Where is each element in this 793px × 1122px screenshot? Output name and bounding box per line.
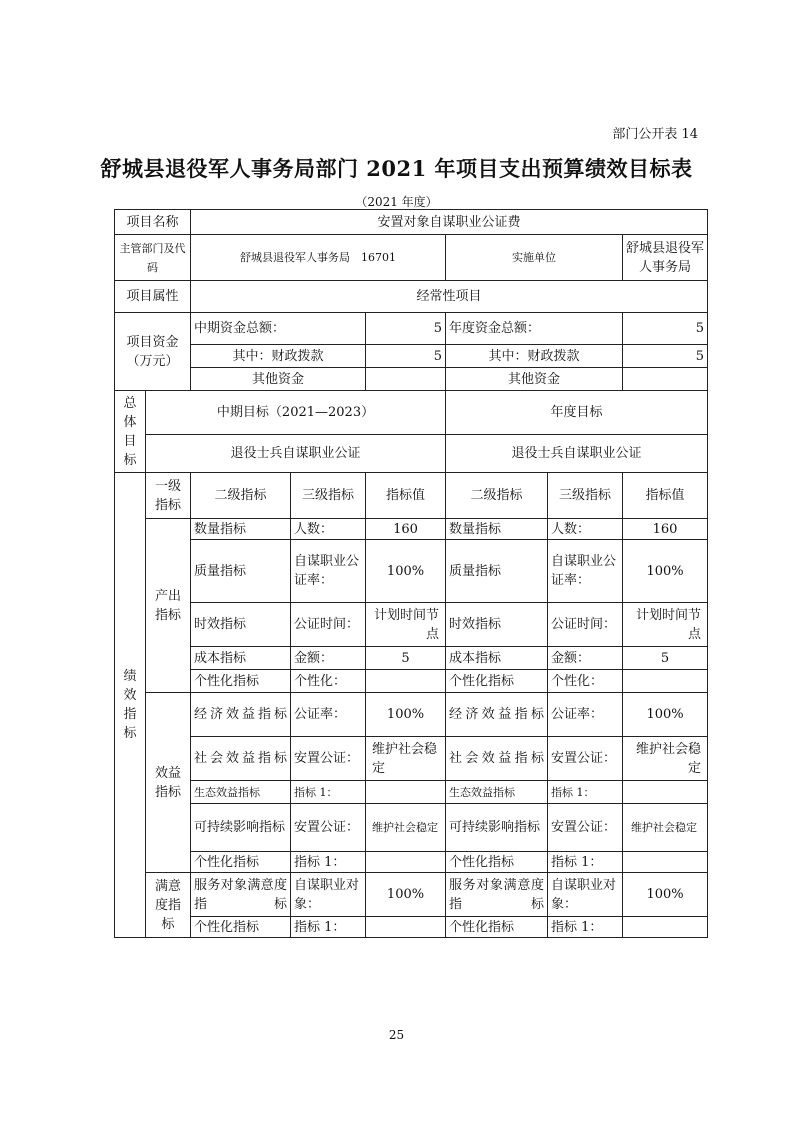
indicator-l2: 个性化指标 <box>446 852 548 873</box>
indicator-value: 100% <box>366 873 446 917</box>
indicator-l3: 指标 1： <box>291 781 366 804</box>
indicator-value <box>623 917 708 938</box>
table-row <box>115 519 708 540</box>
benefit-group-label: 效益指标 <box>146 693 191 873</box>
table-row <box>115 647 708 670</box>
overall-goal-label: 总体目标 <box>115 391 146 473</box>
indicator-value: 100% <box>623 540 708 603</box>
table-row <box>115 873 708 917</box>
indicator-l2: 时效指标 <box>191 603 291 647</box>
indicator-l3: 自谋职业对象： <box>291 873 366 917</box>
annual-total-value: 5 <box>623 313 708 345</box>
indicator-l3: 个性化： <box>291 670 366 693</box>
indicator-l3: 金额： <box>548 647 623 670</box>
indicator-l2: 质量指标 <box>191 540 291 603</box>
indicator-value: 5 <box>623 647 708 670</box>
annual-goal-text: 退役士兵自谋职业公证 <box>446 435 708 473</box>
table-row <box>115 781 708 804</box>
table-row <box>115 281 708 313</box>
indicator-value: 维护社会稳定 <box>366 737 446 781</box>
indicator-l2: 成本指标 <box>446 647 548 670</box>
indicator-value: 100% <box>366 693 446 737</box>
table-row <box>115 235 708 281</box>
indicator-l3: 自谋职业对象： <box>548 873 623 917</box>
indicator-l3: 安置公证： <box>291 804 366 852</box>
indicator-l3: 自谋职业公证率： <box>291 540 366 603</box>
project-attr-value: 经常性项目 <box>191 281 708 313</box>
indicator-value: 160 <box>623 519 708 540</box>
indicator-l3: 自谋职业公证率： <box>548 540 623 603</box>
indicator-value <box>623 852 708 873</box>
indicator-l3: 人数： <box>548 519 623 540</box>
indicator-value <box>623 781 708 804</box>
doc-number: 部门公开表 14 <box>612 127 698 142</box>
indicator-value: 维护社会稳定 <box>623 737 708 781</box>
indicator-l2: 服务对象满意度指标 <box>446 873 548 917</box>
impl-value: 舒城县退役军人事务局 <box>623 235 708 281</box>
page-title: 舒城县退役军人事务局部门 2021 年项目支出预算绩效目标表 <box>100 156 693 181</box>
table-row <box>115 210 708 235</box>
indicator-l2: 生态效益指标 <box>446 781 548 804</box>
page-number: 25 <box>388 1028 405 1042</box>
table-row <box>115 852 708 873</box>
mid-other-label: 其他资金 <box>191 368 366 391</box>
project-name-label: 项目名称 <box>115 210 191 235</box>
indicator-l2: 可持续影响指标 <box>191 804 291 852</box>
table-row <box>115 391 708 435</box>
table-row <box>115 603 708 647</box>
indicator-value: 100% <box>366 540 446 603</box>
indicator-l3: 指标 1： <box>548 781 623 804</box>
indicator-l2: 时效指标 <box>446 603 548 647</box>
indicator-value: 计划时间节点 <box>623 603 708 647</box>
indicator-value <box>366 917 446 938</box>
table-row <box>115 917 708 938</box>
indicator-l2: 生态效益指标 <box>191 781 291 804</box>
indicator-value: 100% <box>623 873 708 917</box>
indicator-l2: 个性化指标 <box>191 670 291 693</box>
indicator-l3: 个性化： <box>548 670 623 693</box>
indicator-l2: 个性化指标 <box>446 670 548 693</box>
level3-header: 三级指标 <box>291 473 366 519</box>
mid-other-value <box>366 368 446 391</box>
project-attr-label: 项目属性 <box>115 281 191 313</box>
annual-other-value <box>623 368 708 391</box>
indicator-l3: 人数： <box>291 519 366 540</box>
indicator-value: 160 <box>366 519 446 540</box>
impl-label: 实施单位 <box>446 235 623 281</box>
mid-fiscal-value: 5 <box>366 345 446 368</box>
level3-header: 三级指标 <box>548 473 623 519</box>
table-row <box>115 345 708 368</box>
output-group-label: 产出指标 <box>146 519 191 693</box>
indicator-value: 5 <box>366 647 446 670</box>
indicator-l2: 经济效益指标 <box>191 693 291 737</box>
indicator-l3: 公证时间： <box>548 603 623 647</box>
performance-table <box>114 209 708 938</box>
indicator-value <box>366 852 446 873</box>
indicator-l3: 安置公证： <box>291 737 366 781</box>
indicator-l2: 成本指标 <box>191 647 291 670</box>
indicator-l2: 可持续影响指标 <box>446 804 548 852</box>
value-header: 指标值 <box>366 473 446 519</box>
funds-label: 项目资金（万元） <box>115 313 191 391</box>
indicator-l3: 公证率： <box>291 693 366 737</box>
mid-goal-header: 中期目标（2021—2023） <box>146 391 446 435</box>
table-row <box>115 804 708 852</box>
annual-total-label: 年度资金总额： <box>446 313 623 345</box>
indicator-l3: 指标 1： <box>548 852 623 873</box>
indicator-l3: 指标 1： <box>291 852 366 873</box>
perf-indicator-label: 绩效指标 <box>115 473 146 938</box>
indicator-value <box>623 670 708 693</box>
table-row <box>115 473 708 519</box>
indicator-l3: 指标 1： <box>291 917 366 938</box>
value-header: 指标值 <box>623 473 708 519</box>
indicator-l3: 指标 1： <box>548 917 623 938</box>
mid-fiscal-label: 其中：财政拨款 <box>191 345 366 368</box>
annual-fiscal-label: 其中：财政拨款 <box>446 345 623 368</box>
dept-value: 舒城县退役军人事务局 16701 <box>191 235 446 281</box>
indicator-l3: 公证时间： <box>291 603 366 647</box>
indicator-l2: 经济效益指标 <box>446 693 548 737</box>
table-row <box>115 670 708 693</box>
indicator-l2: 个性化指标 <box>446 917 548 938</box>
satisfaction-group-label: 满意度指标 <box>146 873 191 938</box>
level2-header: 二级指标 <box>446 473 548 519</box>
annual-other-label: 其他资金 <box>446 368 623 391</box>
table-row <box>115 368 708 391</box>
level2-header: 二级指标 <box>191 473 291 519</box>
indicator-value: 维护社会稳定 <box>366 804 446 852</box>
table-row <box>115 693 708 737</box>
annual-goal-header: 年度目标 <box>446 391 708 435</box>
table-row <box>115 737 708 781</box>
fiscal-year: （2021 年度） <box>355 195 438 209</box>
indicator-l2: 数量指标 <box>446 519 548 540</box>
level1-header: 一级指标 <box>146 473 191 519</box>
indicator-l2: 社会效益指标 <box>446 737 548 781</box>
table-row <box>115 540 708 603</box>
indicator-value <box>366 670 446 693</box>
dept-label: 主管部门及代码 <box>115 235 191 281</box>
indicator-l2: 个性化指标 <box>191 852 291 873</box>
indicator-l2: 个性化指标 <box>191 917 291 938</box>
indicator-l2: 社会效益指标 <box>191 737 291 781</box>
table-row <box>115 435 708 473</box>
indicator-value: 100% <box>623 693 708 737</box>
mid-total-label: 中期资金总额： <box>191 313 366 345</box>
indicator-value: 维护社会稳定 <box>623 804 708 852</box>
indicator-l3: 安置公证： <box>548 804 623 852</box>
indicator-l2: 数量指标 <box>191 519 291 540</box>
annual-fiscal-value: 5 <box>623 345 708 368</box>
indicator-l2: 质量指标 <box>446 540 548 603</box>
indicator-value <box>366 781 446 804</box>
indicator-l3: 安置公证： <box>548 737 623 781</box>
indicator-l2: 服务对象满意度指标 <box>191 873 291 917</box>
indicator-l3: 金额： <box>291 647 366 670</box>
mid-goal-text: 退役士兵自谋职业公证 <box>146 435 446 473</box>
indicator-l3: 公证率： <box>548 693 623 737</box>
table-row <box>115 313 708 345</box>
indicator-value: 计划时间节点 <box>366 603 446 647</box>
project-name-value: 安置对象自谋职业公证费 <box>191 210 708 235</box>
mid-total-value: 5 <box>366 313 446 345</box>
